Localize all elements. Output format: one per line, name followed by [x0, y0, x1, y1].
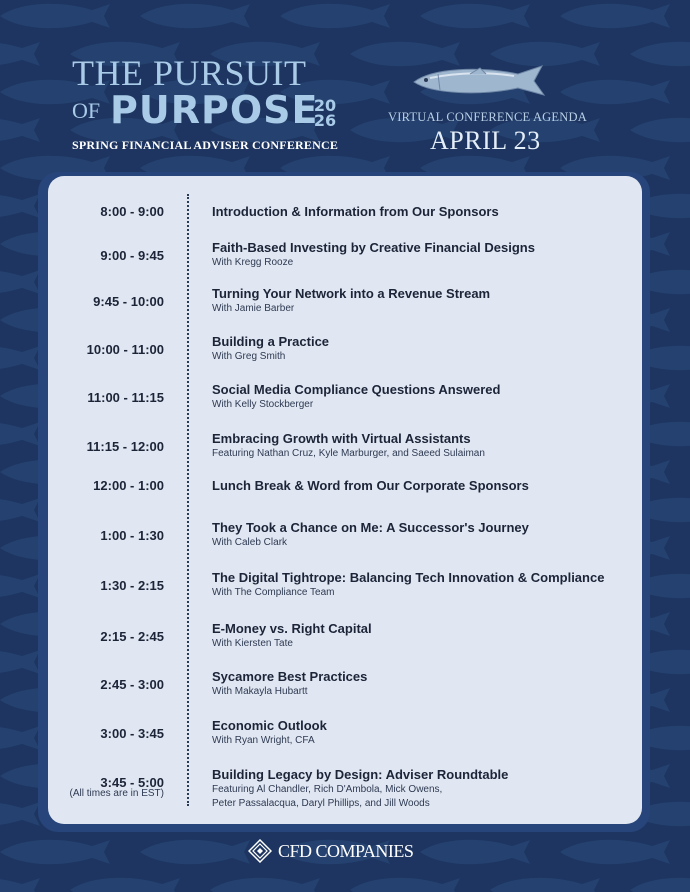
session-speakers: With Jamie Barber: [212, 303, 295, 314]
background-fish: [140, 840, 250, 865]
session-title: They Took a Chance on Me: A Successor's Journey: [212, 520, 529, 535]
session-speakers: Featuring Nathan Cruz, Kyle Marburger, and Saeed Sulaiman: [212, 448, 485, 459]
footer-logo: [248, 838, 413, 864]
agenda-card: [48, 176, 642, 824]
background-fish: [490, 878, 600, 892]
session-time: 10:00 - 11:00: [86, 342, 164, 357]
company-name: CFD COMPANIES: [278, 840, 414, 861]
session-time: 12:00 - 1:00: [93, 478, 164, 493]
background-fish: [0, 840, 110, 865]
background-fish: [0, 270, 40, 295]
background-fish: [0, 878, 40, 892]
session-time: 3:45 - 5:00: [100, 775, 164, 790]
session-title: E-Money vs. Right Capital: [212, 621, 372, 636]
session-time: 8:00 - 9:00: [100, 204, 164, 219]
background-fish: [420, 840, 530, 865]
session-time: 11:00 - 11:15: [87, 390, 164, 405]
year-bottom: 26: [313, 111, 337, 130]
background-fish: [210, 878, 320, 892]
background-fish: [0, 498, 40, 523]
session-title: Sycamore Best Practices: [212, 669, 368, 684]
fish-illustration-icon: [410, 64, 550, 98]
session-time: 1:30 - 2:15: [100, 578, 164, 593]
session-speakers: Featuring Al Chandler, Rich D'Ambola, Mick Owens,: [212, 784, 443, 795]
session-speakers: With Kelly Stockberger: [212, 399, 314, 410]
session-title: Economic Outlook: [212, 718, 327, 733]
session-speakers: With The Compliance Team: [212, 587, 335, 598]
title-line-pursuit: THE PURSUIT: [72, 53, 307, 93]
dotted-divider: [187, 194, 189, 806]
session-speakers: With Kiersten Tate: [212, 638, 293, 649]
session-title: Introduction & Information from Our Sponsors: [212, 204, 499, 219]
session-time: 2:45 - 3:00: [100, 677, 164, 692]
session-title: Faith-Based Investing by Creative Financial Designs: [212, 240, 535, 255]
agenda-date: APRIL 23: [430, 126, 541, 155]
session-speakers: With Ryan Wright, CFA: [212, 735, 315, 746]
session-time: 11:15 - 12:00: [86, 439, 164, 454]
session-speakers: With Makayla Hubartt: [212, 686, 308, 697]
background-fish: [0, 346, 40, 371]
background-fish: [560, 840, 670, 865]
session-title: Building Legacy by Design: Adviser Roundtable: [212, 767, 509, 782]
session-time: 2:15 - 2:45: [100, 629, 164, 644]
title-of: OF: [72, 98, 101, 123]
timezone-note: (All times are in EST): [69, 788, 164, 799]
session-title: Embracing Growth with Virtual Assistants: [212, 431, 471, 446]
year-top: 20: [313, 96, 337, 115]
session-time: 1:00 - 1:30: [100, 528, 164, 543]
title-purpose: PURPOSE: [110, 88, 319, 132]
background-fish: [350, 878, 460, 892]
session-title: Lunch Break & Word from Our Corporate Sponsors: [212, 478, 529, 493]
background-fish: [630, 878, 690, 892]
conference-subtitle: SPRING FINANCIAL ADVISER CONFERENCE: [72, 138, 339, 152]
background-fish: [0, 802, 40, 827]
background-fish: [0, 726, 40, 751]
diamond-logo-icon: [248, 839, 272, 863]
background-fish: [0, 422, 40, 447]
session-time: 9:45 - 10:00: [93, 294, 164, 309]
session-speakers: With Caleb Clark: [212, 537, 288, 548]
session-title: Building a Practice: [212, 334, 330, 349]
session-speakers-continued: Peter Passalacqua, Daryl Phillips, and Jill Woods: [212, 798, 430, 809]
header: [0, 0, 690, 170]
session-speakers: With Greg Smith: [212, 351, 286, 362]
session-time: 9:00 - 9:45: [100, 248, 164, 263]
year-stack: [312, 98, 338, 128]
agenda-label: VIRTUAL CONFERENCE AGENDA: [388, 110, 587, 124]
background-fish: [0, 650, 40, 675]
session-title: Turning Your Network into a Revenue Stream: [212, 286, 491, 301]
session-title: Social Media Compliance Questions Answered: [212, 382, 501, 397]
session-title: The Digital Tightrope: Balancing Tech Innovation & Compliance: [212, 570, 605, 585]
session-time: 3:00 - 3:45: [100, 726, 164, 741]
background-fish: [0, 194, 40, 219]
session-speakers: With Kregg Rooze: [212, 257, 294, 268]
background-fish: [70, 878, 180, 892]
background-fish: [0, 574, 40, 599]
